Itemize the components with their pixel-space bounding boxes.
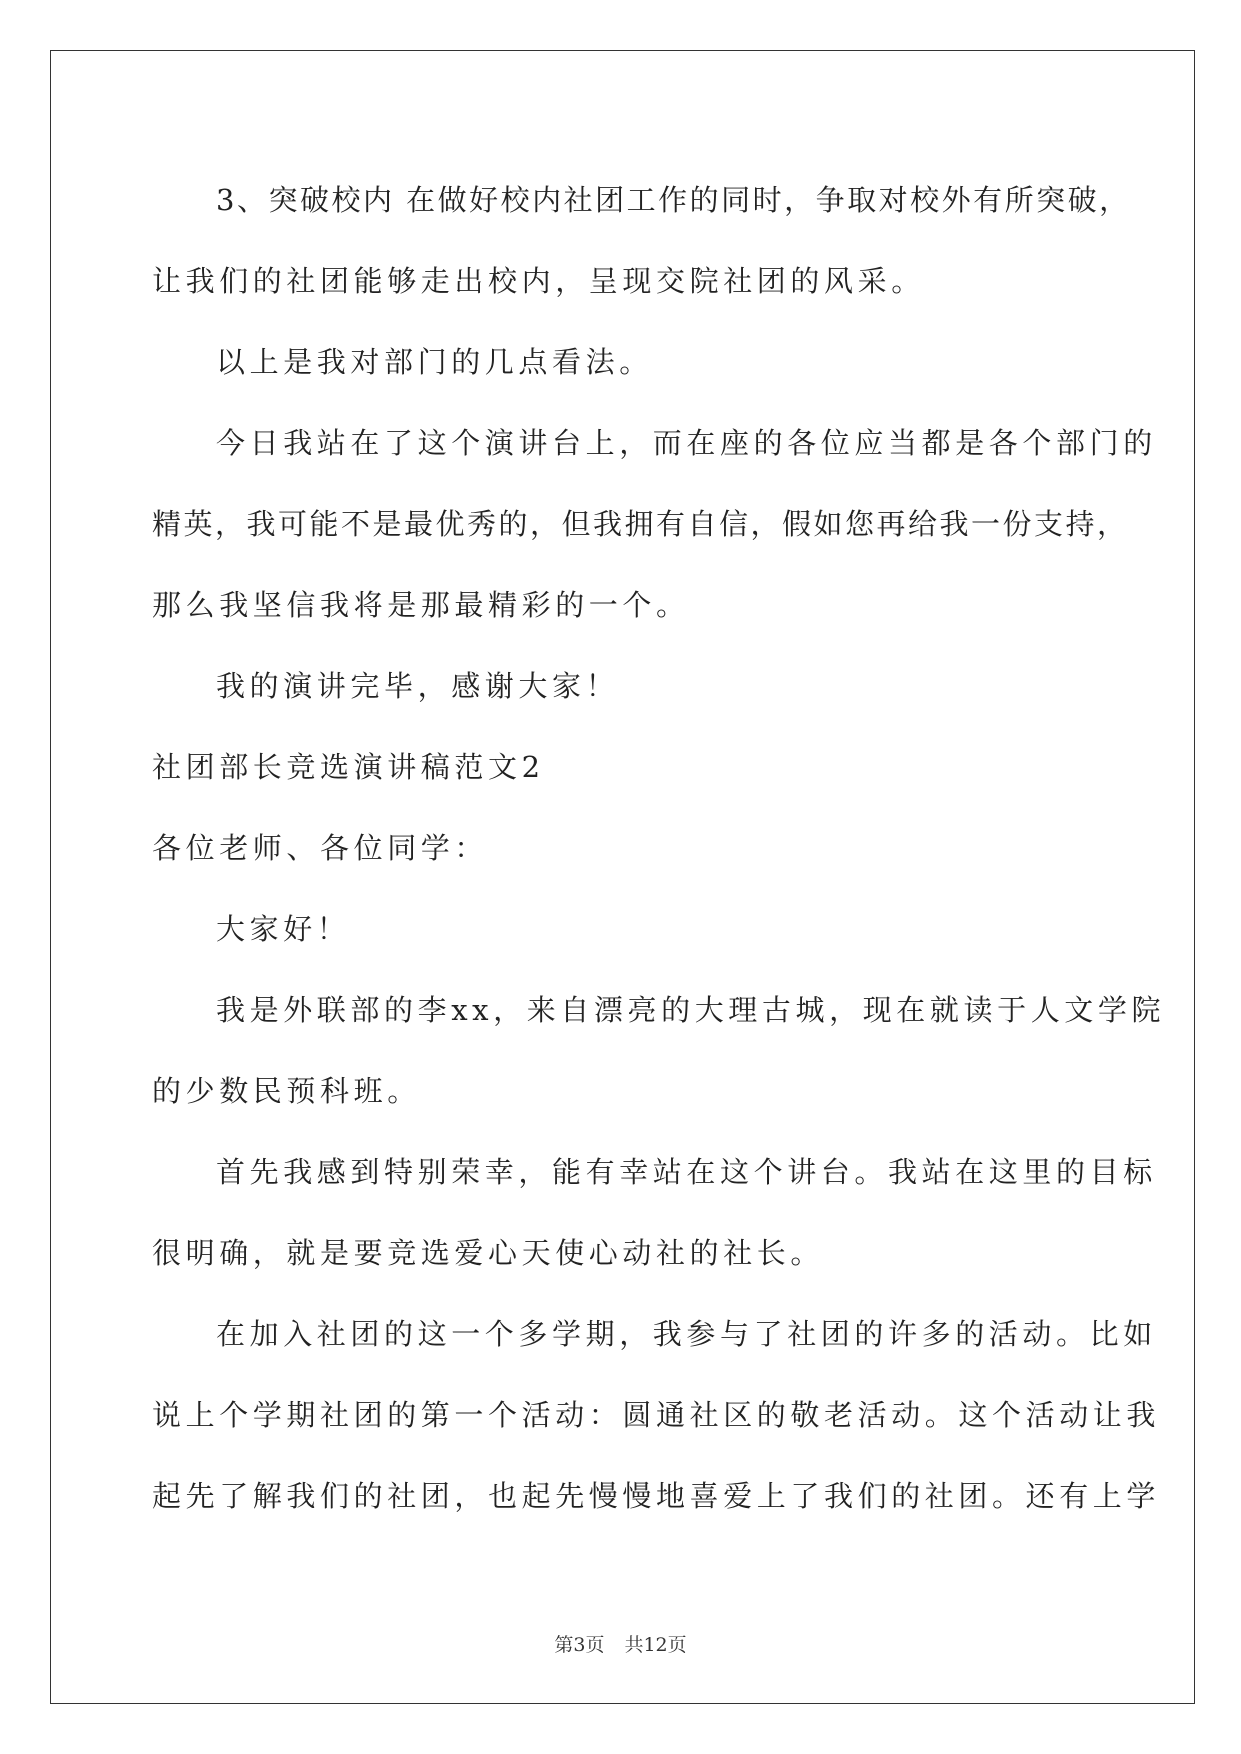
paragraph-line: 那么我坚信我将是那最精彩的一个。 (152, 588, 690, 622)
paragraph-line: 首先我感到特别荣幸，能有幸站在这个讲台。我站在这里的目标 (216, 1155, 1157, 1189)
paragraph-line: 我是外联部的李xx，来自漂亮的大理古城，现在就读于人文学院 (216, 993, 1166, 1027)
paragraph-line: 说上个学期社团的第一个活动：圆通社区的敬老活动。这个活动让我 (152, 1398, 1161, 1432)
greeting-line: 大家好！ (216, 912, 351, 946)
paragraph-line: 精英，我可能不是最优秀的，但我拥有自信，假如您再给我一份支持， (152, 507, 1129, 541)
section-heading: 社团部长竞选演讲稿范文2 (152, 750, 545, 784)
page-footer (0, 1630, 1241, 1657)
page-number: 第3页 (554, 1634, 605, 1656)
paragraph-line: 很明确，就是要竞选爱心天使心动社的社长。 (152, 1236, 825, 1270)
page-total: 共12页 (624, 1634, 687, 1656)
paragraph-line: 我的演讲完毕，感谢大家！ (216, 669, 620, 703)
paragraph-line: 以上是我对部门的几点看法。 (216, 345, 653, 379)
paragraph-line: 起先了解我们的社团，也起先慢慢地喜爱上了我们的社团。还有上学 (152, 1479, 1161, 1513)
paragraph-line: 的少数民预科班。 (152, 1074, 421, 1108)
paragraph-line: 今日我站在了这个演讲台上，而在座的各位应当都是各个部门的 (216, 426, 1157, 460)
document-body (152, 160, 1166, 1537)
paragraph-line: 3、突破校内 在做好校内社团工作的同时，争取对校外有所突破， (216, 183, 1131, 217)
paragraph-line: 让我们的社团能够走出校内，呈现交院社团的风采。 (152, 264, 925, 298)
salutation-line: 各位老师、各位同学： (152, 831, 489, 865)
paragraph-line: 在加入社团的这一个多学期，我参与了社团的许多的活动。比如 (216, 1317, 1157, 1351)
